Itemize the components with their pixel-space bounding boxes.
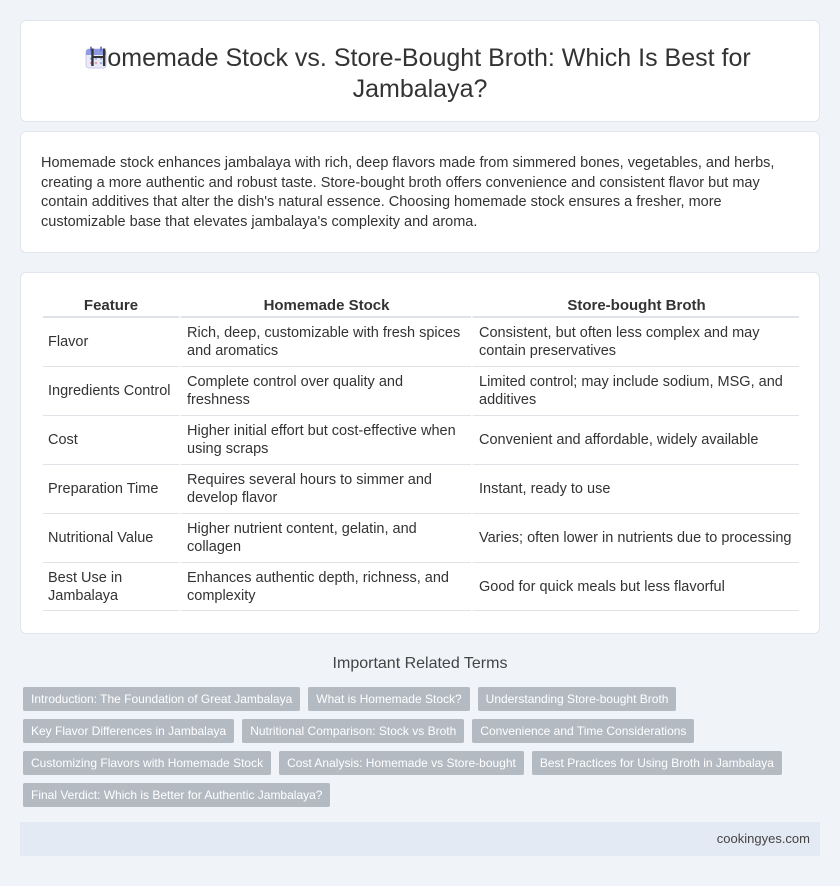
related-term-tag[interactable]: Best Practices for Using Broth in Jambalaya: [532, 751, 782, 775]
summary-paragraph: Homemade stock enhances jambalaya with rich, deep flavors made from simmered bones, vegetables, and herbs, creating a more authentic and robust taste. Store-bought broth offers convenience and consistent flavor but may contain additives that alter the dish's natural essence. Choosing homemade stock ensures a fresher, more customizable base that elevates jambalaya's complexity and aroma.: [41, 155, 775, 230]
related-term-tag[interactable]: Understanding Store-bought Broth: [478, 687, 677, 711]
row-feature: Cost: [43, 415, 179, 464]
summary-card: [20, 131, 820, 253]
table-row: [43, 513, 799, 562]
page-title: Homemade Stock vs. Store-Bought Broth: Which Is Best for Jambalaya?: [89, 44, 751, 103]
row-feature: Ingredients Control: [43, 366, 179, 415]
table-row: [43, 562, 799, 611]
row-homemade: Higher nutrient content, gelatin, and collagen: [179, 513, 471, 562]
row-feature: Best Use in Jambalaya: [43, 562, 179, 611]
row-store-bought: Limited control; may include sodium, MSG, and additives: [471, 366, 799, 415]
row-feature: Preparation Time: [43, 464, 179, 513]
column-header-feature: Feature: [43, 295, 179, 317]
table-header-row: [43, 295, 799, 317]
related-term-tag[interactable]: Convenience and Time Considerations: [472, 719, 694, 743]
related-term-tag[interactable]: Cost Analysis: Homemade vs Store-bought: [279, 751, 524, 775]
comparison-table-card: [20, 272, 820, 634]
footer-site-link[interactable]: cookingyes.com: [716, 831, 810, 846]
row-feature: Nutritional Value: [43, 513, 179, 562]
table-row: [43, 366, 799, 415]
footer: [20, 822, 820, 856]
related-term-tag[interactable]: Customizing Flavors with Homemade Stock: [23, 751, 271, 775]
related-term-tag[interactable]: Final Verdict: Which is Better for Authentic Jambalaya?: [23, 783, 330, 807]
table-row: [43, 415, 799, 464]
table-row: [43, 317, 799, 366]
row-store-bought: Convenient and affordable, widely available: [471, 415, 799, 464]
row-homemade: Requires several hours to simmer and develop flavor: [179, 464, 471, 513]
related-term-tag[interactable]: Key Flavor Differences in Jambalaya: [23, 719, 234, 743]
column-header-store-bought: Store-bought Broth: [471, 295, 799, 317]
row-store-bought: Good for quick meals but less flavorful: [471, 562, 799, 611]
table-row: [43, 464, 799, 513]
row-homemade: Higher initial effort but cost-effective when using scraps: [179, 415, 471, 464]
comparison-table: [43, 295, 799, 611]
related-terms-list: [23, 687, 813, 815]
row-feature: Flavor: [43, 317, 179, 366]
related-terms-heading: Important Related Terms: [332, 655, 508, 672]
related-term-tag[interactable]: What is Homemade Stock?: [308, 687, 469, 711]
row-store-bought: Varies; often lower in nutrients due to processing: [471, 513, 799, 562]
column-header-homemade: Homemade Stock: [179, 295, 471, 317]
row-homemade: Complete control over quality and freshness: [179, 366, 471, 415]
related-term-tag[interactable]: Introduction: The Foundation of Great Jambalaya: [23, 687, 300, 711]
row-homemade: Enhances authentic depth, richness, and complexity: [179, 562, 471, 611]
header-card: [20, 20, 820, 122]
row-store-bought: Instant, ready to use: [471, 464, 799, 513]
row-homemade: Rich, deep, customizable with fresh spices and aromatics: [179, 317, 471, 366]
related-term-tag[interactable]: Nutritional Comparison: Stock vs Broth: [242, 719, 464, 743]
row-store-bought: Consistent, but often less complex and may contain preservatives: [471, 317, 799, 366]
